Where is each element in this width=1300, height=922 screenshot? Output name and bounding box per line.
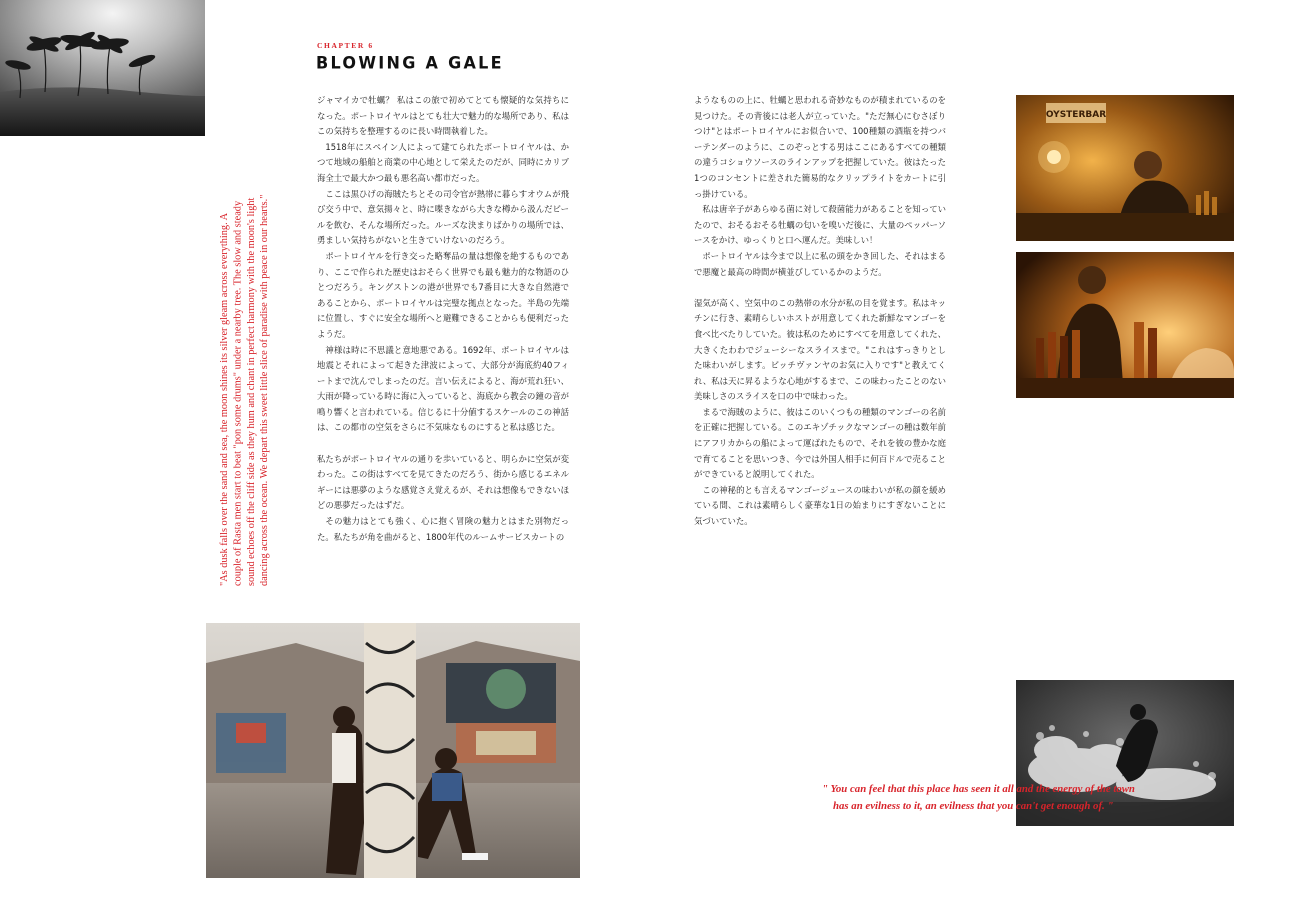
kids-by-pillar-photo (206, 623, 580, 878)
paragraph: その魅力はとても強く、心に抱く冒険の魅力とはまた別物だった。私たちが角を曲がると、1800年代のルームサービスカートの (317, 516, 569, 542)
paragraph: 神様は時に不思議と意地悪である。1692年、ポートロイヤルは地震とそれによって起きた津波によって、大部分が海底約40フィートまで沈んでしまったのだ。言い伝えによると、海が荒れ狂い、大雨が降っている時に海に入っていると、海底から教会の鐘の音が鳴り響くと言われている。信じるに十分値するスケールのこの神話は、この都市の空気をさらに不気味なものにすると私は感じた。 (317, 344, 569, 433)
body-column-left (317, 93, 569, 545)
body-column-right (694, 93, 946, 530)
paragraph: 湿気が高く、空気中のこの熱帯の水分が私の目を覚ます。私はキッチンに行き、素晴らしいホストが用意してくれた新鮮なマンゴーを食べ比べたりしていた。彼は私のためにすべてを用意してくれた、大きくたわわでジューシーなスライスまで。"これはすっきりとした味わいがします。ビッチヴァンヤのお気に入りです"と教えてくれ、私は天に昇るような心地がするまで、この味わったことのない美味しさのスライスを口の中で味わった。 (694, 297, 946, 402)
pull-quote (822, 781, 1242, 815)
paragraph: ポートロイヤルは今まで以上に私の頭をかき回した、それはまるで悪魔と最高の時間が横並びしているかのようだ。 (694, 250, 946, 277)
paragraph: ポートロイヤルを行き交った略奪品の量は想像を絶するものであり、ここで作られた歴史はおそらく世界でも最も魅力的な物語のひとつだろう。キングストンの港が世界でも7番目に大きな自然港であることから、ポートロイヤルは完璧な拠点となった。半島の先端に位置し、すぐに安全な場所へと避難できることからも便利だったようだ。 (317, 250, 569, 339)
side-quote: "As dusk falls over the sand and sea, the moon shines its silver gleam across everything. A couple of Rasta men start to beat "pon some drums" under a nearby tree. The slow and steady sound echoes off the cliff side as they hum and chant in perfect harmony with the moon's light dancing across the ocean. We depart this sweet little slice of paradise with peace in our hearts." (219, 194, 271, 586)
oyster-bar-photo (1016, 95, 1234, 241)
paragraph: この神秘的とも言えるマンゴージュースの味わいが私の顔を緩めている間、これは素晴らしく豪華な1日の始まりにすぎないことに気づいていた。 (694, 484, 946, 527)
pull-quote-line: has an evilness to it, an evilness that you can't get enough of. " (833, 800, 1114, 812)
paragraph: ジャマイカで牡蠣？ 私はこの旅で初めてとても懐疑的な気持ちになった。ポートロイヤルはとても壮大で魅力的な場所であり、私はこの気持ちを整理するのに長い時間執着した。 (317, 95, 569, 137)
paragraph: ここは黒ひげの海賊たちとその司令官が熱帯に暮らすオウムが飛び交う中で、意気揚々と、時に喋きながら大きな樽から汲んだビールを飲む、そんな場所だった。ルーズな決まりばかりの場所では、勇ましい気持ちがないと生きていけないのだろう。 (317, 188, 569, 246)
paragraph: 私たちがポートロイヤルの通りを歩いていると、明らかに空気が変わった。この街はすべてを見てきたのだろう、街から感じるエネルギーには悪夢のような感覚さえ覚えるが、それは想像もできないほどの悪夢だったはずだ。 (317, 453, 569, 511)
paragraph: 1518年にスペイン人によって建てられたポートロイヤルは、かつて地域の船舶と商業の中心地として栄えたのだが、同時にカリブ海全土で最大かつ最も悪名高い都市だった。 (317, 141, 569, 183)
paragraph: ようなものの上に、牡蠣と思われる奇妙なものが積まれているのを見つけた。その背後には老人が立っていた。"ただ無心にむさぼりつけ"とはポートロイヤルにお似合いで、100種類の酒瓶を持つバーテンダーのように、このぞっとする男はここにあるすべての種類の違うコショウソースのラインアップを把握していた。彼はたった1つのコンセントに差された簡易的なクリップライトをカートに引っ掛けている。 (694, 95, 946, 199)
paragraph: 私は唐辛子があらゆる菌に対して殺菌能力があることを知っていたので、おそるおそる牡蠣の匂いを嗅いだ後に、大量のペッパーソースをかけ、ゆっくりと口へ運んだ。美味しい！ (694, 204, 946, 246)
pepper-sauce-bottles-photo (1016, 252, 1234, 398)
pull-quote-line: " You can feel that this place has seen it all and the energy of the town (822, 783, 1135, 795)
chapter-title: BLOWING A GALE (316, 52, 504, 73)
palm-trees-photo (0, 0, 205, 136)
paragraph: まるで海賊のように、彼はこのいくつもの種類のマンゴーの名前を正確に把握している。このエキゾチックなマンゴーの種は数年前にアフリカからの船によって運ばれたもので、それを彼の豊かな庭で育てることを思いつき、今では外国人相手に何百ドルで売ることができていると説明してくれた。 (694, 406, 946, 480)
oyster-bar-sign-text: OYSTERBAR (1045, 110, 1107, 120)
chapter-label: CHAPTER 6 (317, 41, 374, 50)
